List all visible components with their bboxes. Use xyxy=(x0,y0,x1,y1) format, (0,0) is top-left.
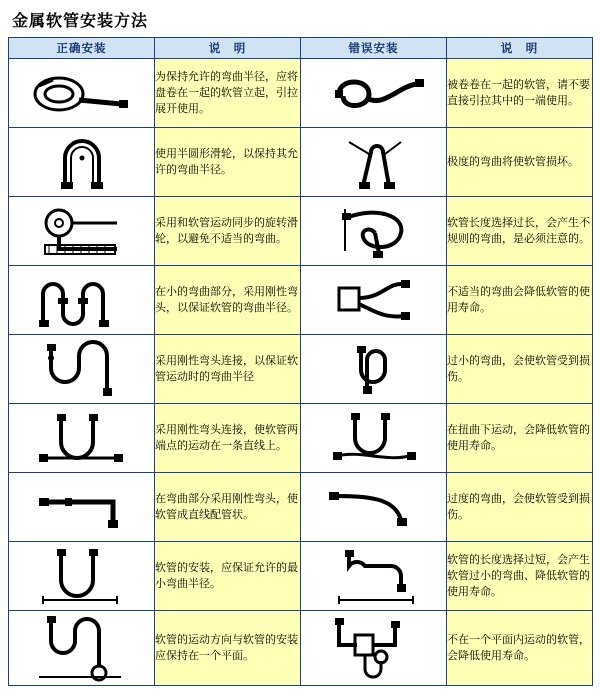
table-row xyxy=(9,59,593,128)
correct-note: 采用刚性弯头连接，使软管两端点的运动在一条直线上。 xyxy=(155,404,301,473)
correct-note: 采用和软管运动同步的旋转滑轮，以避免不适当的弯曲。 xyxy=(155,197,301,266)
semicircular-sheave-icon xyxy=(9,128,155,197)
overlong-hose-loop-icon xyxy=(301,197,447,266)
too-small-bend-icon xyxy=(301,335,447,404)
hose-installation-table xyxy=(8,37,593,686)
wrong-note: 不适当的弯曲会降低软管的使用寿命。 xyxy=(447,266,593,335)
wrong-note: 过小的弯曲，会使软管受到损伤。 xyxy=(447,335,593,404)
table-row xyxy=(9,128,593,197)
coiled-hose-flat-icon xyxy=(9,59,155,128)
coiled-hose-pulled-icon xyxy=(301,59,447,128)
excessive-bend-icon xyxy=(301,473,447,542)
header-wrong-install: 错误安装 xyxy=(301,38,447,59)
rigid-elbow-connection-icon xyxy=(9,335,155,404)
correct-note: 软管的运动方向与软管的安装应保持在一个平面。 xyxy=(155,611,301,686)
correct-note: 在弯曲部分采用刚性弯头，使软管成直线配管状。 xyxy=(155,473,301,542)
header-correct-install: 正确安装 xyxy=(9,38,155,59)
table-row xyxy=(9,473,593,542)
page-title: 金属软管安装方法 xyxy=(12,11,149,30)
wrong-note: 极度的弯曲将使软管损坏。 xyxy=(447,128,593,197)
correct-note: 软管的安装，应保证允许的最小弯曲半径。 xyxy=(155,542,301,611)
correct-note: 为保持允许的弯曲半径，应将盘卷在一起的软管立起，引拉展开使用。 xyxy=(155,59,301,128)
chain-rotating-sheave-icon xyxy=(9,197,155,266)
correct-note: 使用半圆形滑轮，以保持其允许的弯曲半径。 xyxy=(155,128,301,197)
table-row xyxy=(9,404,593,473)
improper-bend-icon xyxy=(301,266,447,335)
table-row xyxy=(9,197,593,266)
same-plane-movement-icon xyxy=(9,611,155,686)
table-row xyxy=(9,335,593,404)
wrong-note: 在扭曲下运动，会降低软管的使用寿命。 xyxy=(447,404,593,473)
u-shape-straight-line-icon xyxy=(9,404,155,473)
wrong-note: 软管的长度选择过短，会产生软管过小的弯曲、降低软管的使用寿命。 xyxy=(447,542,593,611)
wrong-note: 过度的弯曲，会使软管受到损伤。 xyxy=(447,473,593,542)
different-plane-movement-icon xyxy=(301,611,447,686)
sharp-bend-hose-icon xyxy=(301,128,447,197)
overlong-length-icon xyxy=(301,542,447,611)
wrong-note: 软管长度选择过长，会产生不规则的弯曲，是必须注意的。 xyxy=(447,197,593,266)
correct-note: 在小的弯曲部分，采用刚性弯头，以保证软管的弯曲半径。 xyxy=(155,266,301,335)
header-correct-note: 说 明 xyxy=(155,38,301,59)
torsion-bend-icon xyxy=(301,404,447,473)
correct-note: 采用刚性弯头连接，以保证软管运动时的弯曲半径 xyxy=(155,335,301,404)
table-row xyxy=(9,266,593,335)
table-row xyxy=(9,611,593,686)
wrong-note: 不在一个平面内运动的软管，会降低使用寿命。 xyxy=(447,611,593,686)
rigid-elbow-small-bend-icon xyxy=(9,266,155,335)
header-wrong-note: 说 明 xyxy=(447,38,593,59)
min-bend-radius-install-icon xyxy=(9,542,155,611)
table-row xyxy=(9,542,593,611)
wrong-note: 被卷卷在一起的软管，请不要直接引拉其中的一端使用。 xyxy=(447,59,593,128)
straight-pipe-elbow-icon xyxy=(9,473,155,542)
table-header-row xyxy=(9,38,593,59)
